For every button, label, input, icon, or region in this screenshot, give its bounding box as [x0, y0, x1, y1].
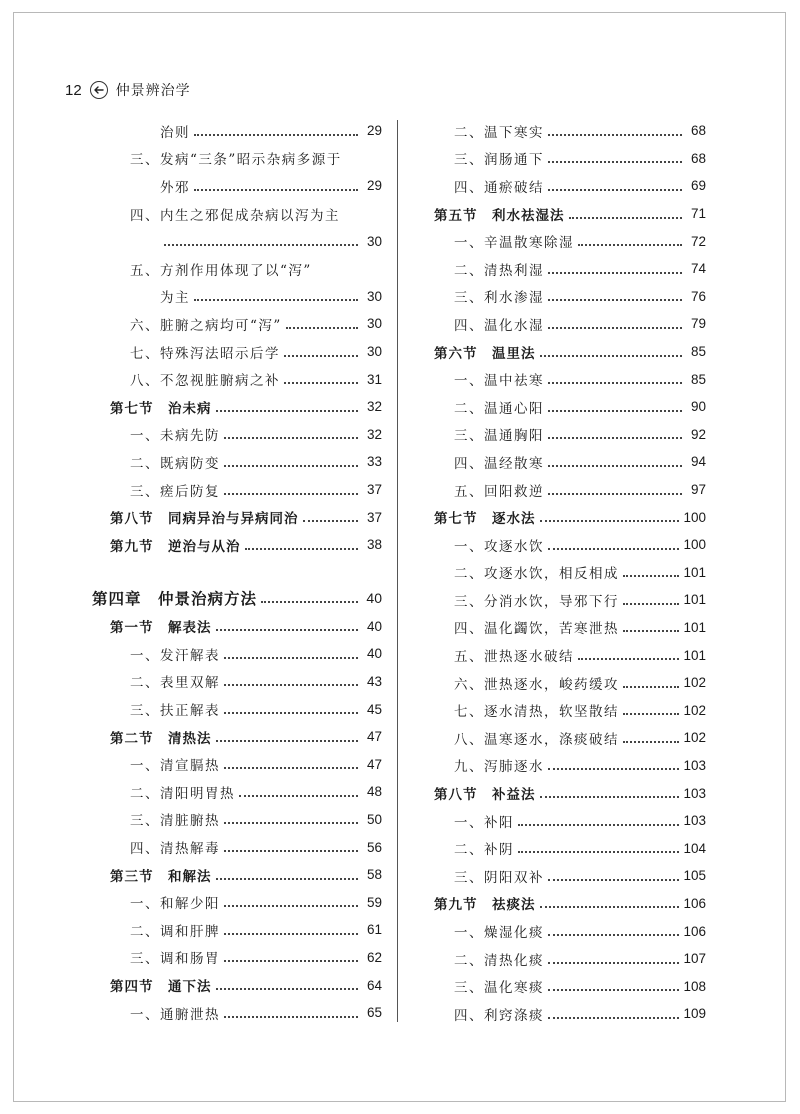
toc-left-column	[92, 117, 382, 1026]
page-header	[65, 79, 191, 101]
toc-entry-title: 第一节 解表法	[110, 620, 212, 637]
toc-entry-title: 三、温化寒痰	[454, 980, 544, 997]
toc-entry-title: 八、温寒逐水，涤痰破结	[454, 731, 619, 748]
toc-entry-page: 38	[366, 537, 382, 553]
dot-leader	[548, 272, 682, 274]
toc-entry-title: 二、清阳明胃热	[130, 785, 235, 802]
toc-entry-title: 四、温经散寒	[454, 455, 544, 472]
toc-entry[interactable]	[416, 696, 706, 724]
dot-leader	[548, 382, 682, 384]
toc-entry-page: 32	[366, 399, 382, 415]
toc-entry-title: 第六节 温里法	[434, 345, 536, 362]
toc-right-column	[416, 117, 706, 1028]
dot-leader	[540, 355, 683, 357]
dot-leader	[540, 906, 680, 908]
toc-entry-page: 94	[690, 454, 706, 470]
toc-entry[interactable]	[92, 778, 382, 806]
toc-entry-page: 104	[683, 840, 706, 856]
toc-entry-title: 一、未病先防	[130, 428, 220, 445]
column-divider	[397, 120, 398, 1022]
toc-entry-page: 100	[683, 537, 706, 553]
toc-section[interactable]	[416, 890, 706, 918]
toc-entry-title: 三、发病“三条”昭示杂病多源于	[130, 152, 342, 169]
dot-leader	[284, 382, 358, 384]
toc-entry[interactable]	[416, 559, 706, 587]
running-title: 仲景辨治学	[115, 83, 191, 99]
toc-entry[interactable]	[416, 172, 706, 200]
toc-section[interactable]	[92, 861, 382, 889]
toc-entry[interactable]	[416, 531, 706, 559]
toc-entry-page: 50	[366, 811, 382, 827]
dot-leader	[548, 1017, 679, 1019]
toc-entry-page: 45	[366, 701, 382, 717]
toc-entry-page: 47	[366, 729, 382, 745]
toc-entry-page: 97	[690, 482, 706, 498]
toc-entry[interactable]	[92, 310, 382, 338]
toc-entry-title: 三、瘥后防复	[130, 483, 220, 500]
toc-entry[interactable]	[416, 862, 706, 890]
toc-entry-title: 九、泻肺逐水	[454, 759, 544, 776]
dot-leader	[216, 740, 359, 742]
dot-leader	[548, 962, 679, 964]
toc-entry-title: 五、方剂作用体现了以“泻”	[130, 262, 312, 279]
toc-entry-page: 102	[683, 730, 706, 746]
dot-leader	[224, 905, 358, 907]
toc-entry[interactable]	[416, 614, 706, 642]
dot-leader	[245, 548, 359, 550]
toc-entry-title: 二、清热利湿	[454, 262, 544, 279]
toc-entry[interactable]	[416, 724, 706, 752]
toc-entry-page: 109	[683, 1006, 706, 1022]
toc-entry[interactable]	[92, 999, 382, 1027]
toc-entry-title: 第四章 仲景治病方法	[92, 589, 258, 608]
toc-entry[interactable]	[92, 833, 382, 861]
toc-entry-title: 三、阴阳双补	[454, 869, 544, 886]
toc-entry[interactable]	[416, 145, 706, 173]
toc-entry[interactable]	[92, 750, 382, 778]
toc-entry-page: 68	[690, 150, 706, 166]
toc-section[interactable]	[92, 531, 382, 559]
toc-entry-page: 59	[366, 894, 382, 910]
toc-entry[interactable]	[416, 641, 706, 669]
toc-entry-page: 103	[683, 785, 706, 801]
dot-leader	[548, 189, 682, 191]
toc-entry-title: 三、利水渗湿	[454, 290, 544, 307]
dot-leader	[578, 244, 682, 246]
back-arrow-icon	[90, 81, 108, 99]
toc-entry-page: 56	[366, 839, 382, 855]
toc-entry-page: 103	[683, 813, 706, 829]
toc-entry-page: 102	[683, 702, 706, 718]
dot-leader	[623, 603, 679, 605]
dot-leader	[224, 960, 358, 962]
toc-chapter[interactable]	[92, 583, 382, 613]
toc-entry[interactable]	[92, 476, 382, 504]
toc-entry-title: 第五节 利水祛湿法	[434, 207, 565, 224]
toc-entry-page: 100	[683, 509, 706, 525]
page-number: 12	[65, 81, 82, 99]
toc-entry-page: 65	[366, 1005, 382, 1021]
toc-entry-page: 102	[683, 675, 706, 691]
toc-entry[interactable]	[92, 283, 382, 311]
toc-entry-page: 76	[690, 288, 706, 304]
toc-entry-title: 六、脏腑之病均可“泻”	[130, 317, 282, 334]
toc-entry-page: 37	[366, 482, 382, 498]
toc-entry-title: 第九节 祛痰法	[434, 897, 536, 914]
toc-entry-page: 30	[366, 233, 382, 249]
toc-entry-page: 40	[366, 589, 382, 606]
dot-leader	[216, 878, 359, 880]
toc-entry[interactable]	[92, 255, 382, 283]
toc-entry[interactable]	[92, 227, 382, 255]
toc-entry-page: 74	[690, 261, 706, 277]
dot-leader	[286, 327, 358, 329]
dot-leader	[548, 465, 682, 467]
dot-leader	[239, 795, 358, 797]
dot-leader	[224, 684, 358, 686]
toc-entry-title: 一、攻逐水饮	[454, 538, 544, 555]
toc-entry[interactable]	[416, 972, 706, 1000]
dot-leader	[548, 327, 682, 329]
back-arrow-icon-glyph	[93, 84, 105, 96]
toc-entry-page: 37	[366, 509, 382, 525]
toc-entry-page: 29	[366, 178, 382, 194]
toc-entry-page: 58	[366, 867, 382, 883]
toc-entry[interactable]	[416, 283, 706, 311]
dot-leader	[224, 933, 358, 935]
toc-entry-page: 101	[683, 619, 706, 635]
toc-entry-title: 五、泄热逐水破结	[454, 649, 574, 666]
dot-leader	[284, 355, 358, 357]
toc-entry[interactable]	[416, 393, 706, 421]
toc-section[interactable]	[416, 200, 706, 228]
toc-entry-page: 48	[366, 784, 382, 800]
toc-entry-page: 31	[366, 371, 382, 387]
dot-leader	[224, 850, 358, 852]
toc-section[interactable]	[416, 338, 706, 366]
dot-leader	[224, 1016, 358, 1018]
toc-entry-page: 103	[683, 757, 706, 773]
toc-entry-title: 一、辛温散寒除湿	[454, 235, 574, 252]
toc-entry-title: 二、清热化痰	[454, 952, 544, 969]
toc-entry-page: 101	[683, 647, 706, 663]
toc-entry[interactable]	[92, 200, 382, 228]
toc-section[interactable]	[92, 393, 382, 421]
toc-entry-page: 32	[366, 426, 382, 442]
toc-entry-page: 85	[690, 344, 706, 360]
dot-leader	[548, 134, 682, 136]
toc-entry-page: 30	[366, 316, 382, 332]
dot-leader	[216, 988, 359, 990]
toc-entry-page: 107	[683, 951, 706, 967]
toc-entry[interactable]	[416, 448, 706, 476]
toc-entry-page: 105	[683, 868, 706, 884]
dot-leader	[216, 410, 359, 412]
toc-entry-page: 90	[690, 399, 706, 415]
toc-entry-title: 六、泄热逐水，峻药缓攻	[454, 676, 619, 693]
toc-entry-title: 第二节 清热法	[110, 730, 212, 747]
toc-entry-page: 64	[366, 977, 382, 993]
toc-section[interactable]	[416, 779, 706, 807]
toc-entry-page: 106	[683, 895, 706, 911]
toc-entry-title: 四、通瘀破结	[454, 179, 544, 196]
dot-leader	[548, 299, 682, 301]
toc-entry-title: 三、润肠通下	[454, 152, 544, 169]
toc-entry-title: 一、和解少阳	[130, 896, 220, 913]
toc-entry-title: 一、燥湿化痰	[454, 925, 544, 942]
toc-entry[interactable]	[416, 227, 706, 255]
dot-leader	[224, 493, 358, 495]
dot-leader	[548, 410, 682, 412]
toc-entry[interactable]	[416, 476, 706, 504]
toc-entry-title: 三、分消水饮，导邪下行	[454, 593, 619, 610]
toc-entry[interactable]	[92, 145, 382, 173]
dot-leader	[224, 767, 358, 769]
toc-entry-page: 61	[366, 922, 382, 938]
toc-entry[interactable]	[92, 944, 382, 972]
toc-entry[interactable]	[92, 695, 382, 723]
toc-entry[interactable]	[92, 888, 382, 916]
dot-leader	[224, 437, 358, 439]
dot-leader	[548, 989, 679, 991]
dot-leader	[194, 189, 358, 191]
toc-entry[interactable]	[416, 117, 706, 145]
dot-leader	[518, 824, 679, 826]
dot-leader	[224, 712, 358, 714]
dot-leader	[224, 657, 358, 659]
dot-leader	[548, 161, 682, 163]
toc-entry-page: 40	[366, 646, 382, 662]
toc-entry-title: 一、通腑泄热	[130, 1006, 220, 1023]
toc-section[interactable]	[416, 503, 706, 531]
dot-leader	[623, 686, 679, 688]
toc-section[interactable]	[92, 971, 382, 999]
toc-entry-page: 30	[366, 288, 382, 304]
toc-entry-title: 第八节 补益法	[434, 787, 536, 804]
toc-entry-title: 一、发汗解表	[130, 647, 220, 664]
dot-leader	[548, 548, 679, 550]
toc-entry-title: 一、温中祛寒	[454, 373, 544, 390]
toc-entry-title: 二、攻逐水饮，相反相成	[454, 566, 619, 583]
toc-entry[interactable]	[92, 806, 382, 834]
dot-leader	[548, 768, 679, 770]
toc-entry-title: 第九节 逆治与从治	[110, 538, 241, 555]
toc-section[interactable]	[92, 723, 382, 751]
toc-section[interactable]	[92, 613, 382, 641]
toc-section[interactable]	[92, 503, 382, 531]
toc-entry[interactable]	[92, 448, 382, 476]
dot-leader	[548, 437, 682, 439]
toc-entry-page: 106	[683, 923, 706, 939]
toc-entry[interactable]	[416, 421, 706, 449]
toc-entry-page: 69	[690, 178, 706, 194]
toc-entry-title: 五、回阳救逆	[454, 483, 544, 500]
toc-entry-title: 七、逐水清热，软坚散结	[454, 704, 619, 721]
toc-entry[interactable]	[416, 365, 706, 393]
toc-entry[interactable]	[416, 752, 706, 780]
toc-entry-title: 四、清热解毒	[130, 841, 220, 858]
toc-entry-title: 三、温通胸阳	[454, 428, 544, 445]
toc-entry-page: 47	[366, 756, 382, 772]
toc-entry-title: 四、温化水湿	[454, 317, 544, 334]
toc-entry-page: 71	[690, 206, 706, 222]
dot-leader	[540, 520, 680, 522]
toc-entry[interactable]	[92, 668, 382, 696]
toc-entry-page: 40	[366, 618, 382, 634]
toc-entry[interactable]	[416, 807, 706, 835]
toc-entry-title: 二、温下寒实	[454, 124, 544, 141]
dot-leader	[261, 601, 358, 603]
toc-entry[interactable]	[92, 916, 382, 944]
toc-entry-page: 101	[683, 564, 706, 580]
toc-entry-title: 一、补阳	[454, 814, 514, 831]
toc-entry-page: 79	[690, 316, 706, 332]
toc-entry[interactable]	[416, 917, 706, 945]
toc-entry-title: 第八节 同病异治与异病同治	[110, 511, 299, 528]
toc-entry-page: 62	[366, 949, 382, 965]
dot-leader	[623, 741, 679, 743]
dot-leader	[194, 134, 358, 136]
toc-entry-page: 92	[690, 426, 706, 442]
toc-entry-title: 二、表里双解	[130, 675, 220, 692]
toc-entry[interactable]	[92, 421, 382, 449]
dot-leader	[216, 629, 359, 631]
dot-leader	[164, 244, 358, 246]
toc-entry-page: 29	[366, 123, 382, 139]
toc-entry[interactable]	[92, 172, 382, 200]
toc-entry-page: 30	[366, 344, 382, 360]
toc-entry-page: 108	[683, 978, 706, 994]
toc-entry-title: 第七节 逐水法	[434, 511, 536, 528]
toc-entry-page: 68	[690, 123, 706, 139]
toc-entry[interactable]	[92, 640, 382, 668]
toc-entry-title: 三、调和肠胃	[130, 951, 220, 968]
toc-entry-title: 二、温通心阳	[454, 400, 544, 417]
dot-leader	[548, 879, 679, 881]
toc-entry-title: 外邪	[160, 179, 190, 196]
toc-entry-title: 七、特殊泻法昭示后学	[130, 345, 280, 362]
toc-entry-title: 第七节 治未病	[110, 400, 212, 417]
toc-entry-title: 三、扶正解表	[130, 703, 220, 720]
dot-leader	[224, 465, 358, 467]
toc-entry[interactable]	[416, 586, 706, 614]
dot-leader	[623, 575, 679, 577]
toc-entry-title: 为主	[160, 290, 190, 307]
toc-entry-title: 四、内生之邪促成杂病以泻为主	[130, 207, 340, 224]
toc-entry[interactable]	[92, 365, 382, 393]
toc-entry-title: 第四节 通下法	[110, 979, 212, 996]
toc-entry-page: 101	[683, 592, 706, 608]
dot-leader	[569, 217, 683, 219]
toc-entry-page: 33	[366, 454, 382, 470]
dot-leader	[224, 822, 358, 824]
dot-leader	[623, 630, 679, 632]
toc-entry[interactable]	[416, 834, 706, 862]
toc-entry[interactable]	[92, 117, 382, 145]
toc-entry[interactable]	[416, 255, 706, 283]
toc-entry-title: 第三节 和解法	[110, 868, 212, 885]
toc-entry[interactable]	[416, 1000, 706, 1028]
toc-entry-title: 八、不忽视脏腑病之补	[130, 373, 280, 390]
dot-leader	[540, 796, 680, 798]
toc-entry-page: 85	[690, 371, 706, 387]
dot-leader	[548, 493, 682, 495]
toc-entry-title: 一、清宣膈热	[130, 758, 220, 775]
toc-entry-title: 三、清脏腑热	[130, 813, 220, 830]
toc-entry-title: 四、温化蠲饮，苦寒泄热	[454, 621, 619, 638]
toc-entry-page: 72	[690, 233, 706, 249]
dot-leader	[518, 851, 679, 853]
dot-leader	[548, 934, 679, 936]
toc-entry-title: 二、调和肝脾	[130, 923, 220, 940]
toc-entry[interactable]	[416, 945, 706, 973]
toc-entry-title: 二、补阴	[454, 842, 514, 859]
dot-leader	[194, 299, 358, 301]
dot-leader	[623, 713, 679, 715]
toc-entry-title: 四、利窍涤痰	[454, 1007, 544, 1024]
toc-entry[interactable]	[416, 669, 706, 697]
toc-entry[interactable]	[92, 338, 382, 366]
toc-entry-title: 治则	[160, 124, 190, 141]
dot-leader	[578, 658, 679, 660]
toc-entry-title: 二、既病防变	[130, 455, 220, 472]
dot-leader	[303, 520, 359, 522]
toc-entry-page: 43	[366, 673, 382, 689]
toc-entry[interactable]	[416, 310, 706, 338]
